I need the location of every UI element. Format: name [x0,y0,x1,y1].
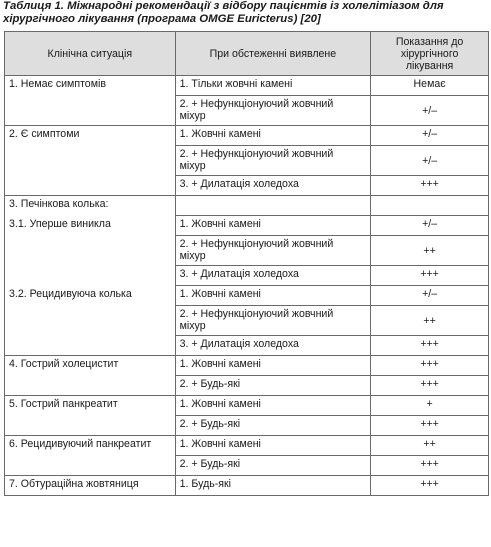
finding-line: 3. + Дилатація холедоха [179,338,299,350]
finding-line: 1. Жовчні камені [179,288,261,300]
finding-line: міхур [179,250,206,262]
indication-cell: +++ [371,266,489,286]
clinical-situation-cell: 6. Рецидивуючий панкреатит [5,436,176,476]
finding-line: 2. + Нефункціонуючий жовчний [179,98,334,110]
indication-cell: +++ [371,456,489,476]
table-caption [3,0,489,26]
header-findings: При обстеженні виявлене [175,32,371,76]
table-row [5,196,489,216]
finding-cell [175,416,371,436]
finding-line: міхур [179,160,206,172]
finding-cell [175,196,371,216]
indication-cell: + [371,396,489,416]
clinical-situation-cell: 3. Печінкова колька: [5,196,176,216]
finding-line: 2. + Нефункціонуючий жовчний [179,148,334,160]
finding-line: 2. + Будь-які [179,378,241,390]
table-row [5,286,489,306]
finding-cell [175,456,371,476]
clinical-situation-cell: 3.2. Рецидивуюча колька [5,286,176,356]
finding-line: 3. + Дилатація холедоха [179,268,299,280]
finding-line: 1. Жовчні камені [179,218,261,230]
finding-cell [175,96,371,126]
finding-cell [175,76,371,96]
clinical-situation-cell: 4. Гострий холецистит [5,356,176,396]
finding-line: 2. + Будь-які [179,418,241,430]
table-header-row [5,32,489,76]
finding-line: міхур [179,110,206,122]
indication-cell: +/– [371,146,489,176]
indication-cell: +++ [371,376,489,396]
finding-line: 2. + Нефункціонуючий жовчний [179,238,334,250]
finding-cell [175,356,371,376]
finding-cell [175,376,371,396]
header-indication-line-1: Показання до [395,35,464,48]
table-body [5,76,489,496]
indication-cell: Немає [371,76,489,96]
finding-line: 1. Жовчні камені [179,128,261,140]
header-indication-line-3: лікування [405,59,454,72]
finding-cell [175,236,371,266]
indication-cell: +/– [371,126,489,146]
clinical-situation-cell: 7. Обтураційна жовтяниця [5,476,176,496]
indication-cell: +++ [371,176,489,196]
finding-line: 1. Жовчні камені [179,398,261,410]
finding-cell [175,396,371,416]
finding-cell [175,146,371,176]
finding-cell [175,436,371,456]
table-row [5,356,489,376]
finding-line: 1. Жовчні камені [179,438,261,450]
indication-cell [371,196,489,216]
indication-cell: ++ [371,436,489,456]
caption-line-1: Таблиця 1. Міжнародні рекомендації з відбору пацієнтів із холелітіазом для [3,0,444,12]
clinical-situation-cell: 5. Гострий панкреатит [5,396,176,436]
finding-line: 1. Тільки жовчні камені [179,78,293,90]
finding-line: 3. + Дилатація холедоха [179,178,299,190]
finding-cell [175,336,371,356]
finding-cell [175,286,371,306]
caption-line-2: хірургічного лікування (програма OMGE Euricterus) [20] [3,13,321,25]
table-row [5,436,489,456]
indication-cell: +/– [371,96,489,126]
indication-cell: ++ [371,306,489,336]
finding-cell [175,216,371,236]
finding-line: міхур [179,320,206,332]
header-clinical-situation: Клінічна ситуація [5,32,176,76]
clinical-situation-cell: 2. Є симптоми [5,126,176,196]
table-row [5,476,489,496]
indication-cell: +++ [371,476,489,496]
indication-cell: ++ [371,236,489,266]
indication-cell: +/– [371,286,489,306]
recommendations-table [4,31,489,496]
finding-line: 2. + Будь-які [179,458,241,470]
indication-cell: +/– [371,216,489,236]
finding-line: 1. Будь-які [179,478,232,490]
finding-cell [175,126,371,146]
finding-line: 2. + Нефункціонуючий жовчний [179,308,334,320]
indication-cell: +++ [371,336,489,356]
table-row [5,76,489,96]
table-row [5,126,489,146]
finding-cell [175,306,371,336]
finding-cell [175,476,371,496]
header-indication-line-2: хірургічного [400,47,459,60]
clinical-situation-cell: 1. Немає симптомів [5,76,176,126]
table-row [5,216,489,236]
indication-cell: +++ [371,416,489,436]
finding-line: 1. Жовчні камені [179,358,261,370]
finding-cell [175,266,371,286]
indication-cell: +++ [371,356,489,376]
finding-cell [175,176,371,196]
clinical-situation-cell: 3.1. Уперше виникла [5,216,176,286]
table-row [5,396,489,416]
finding-line [180,198,367,210]
header-indication [371,32,489,76]
